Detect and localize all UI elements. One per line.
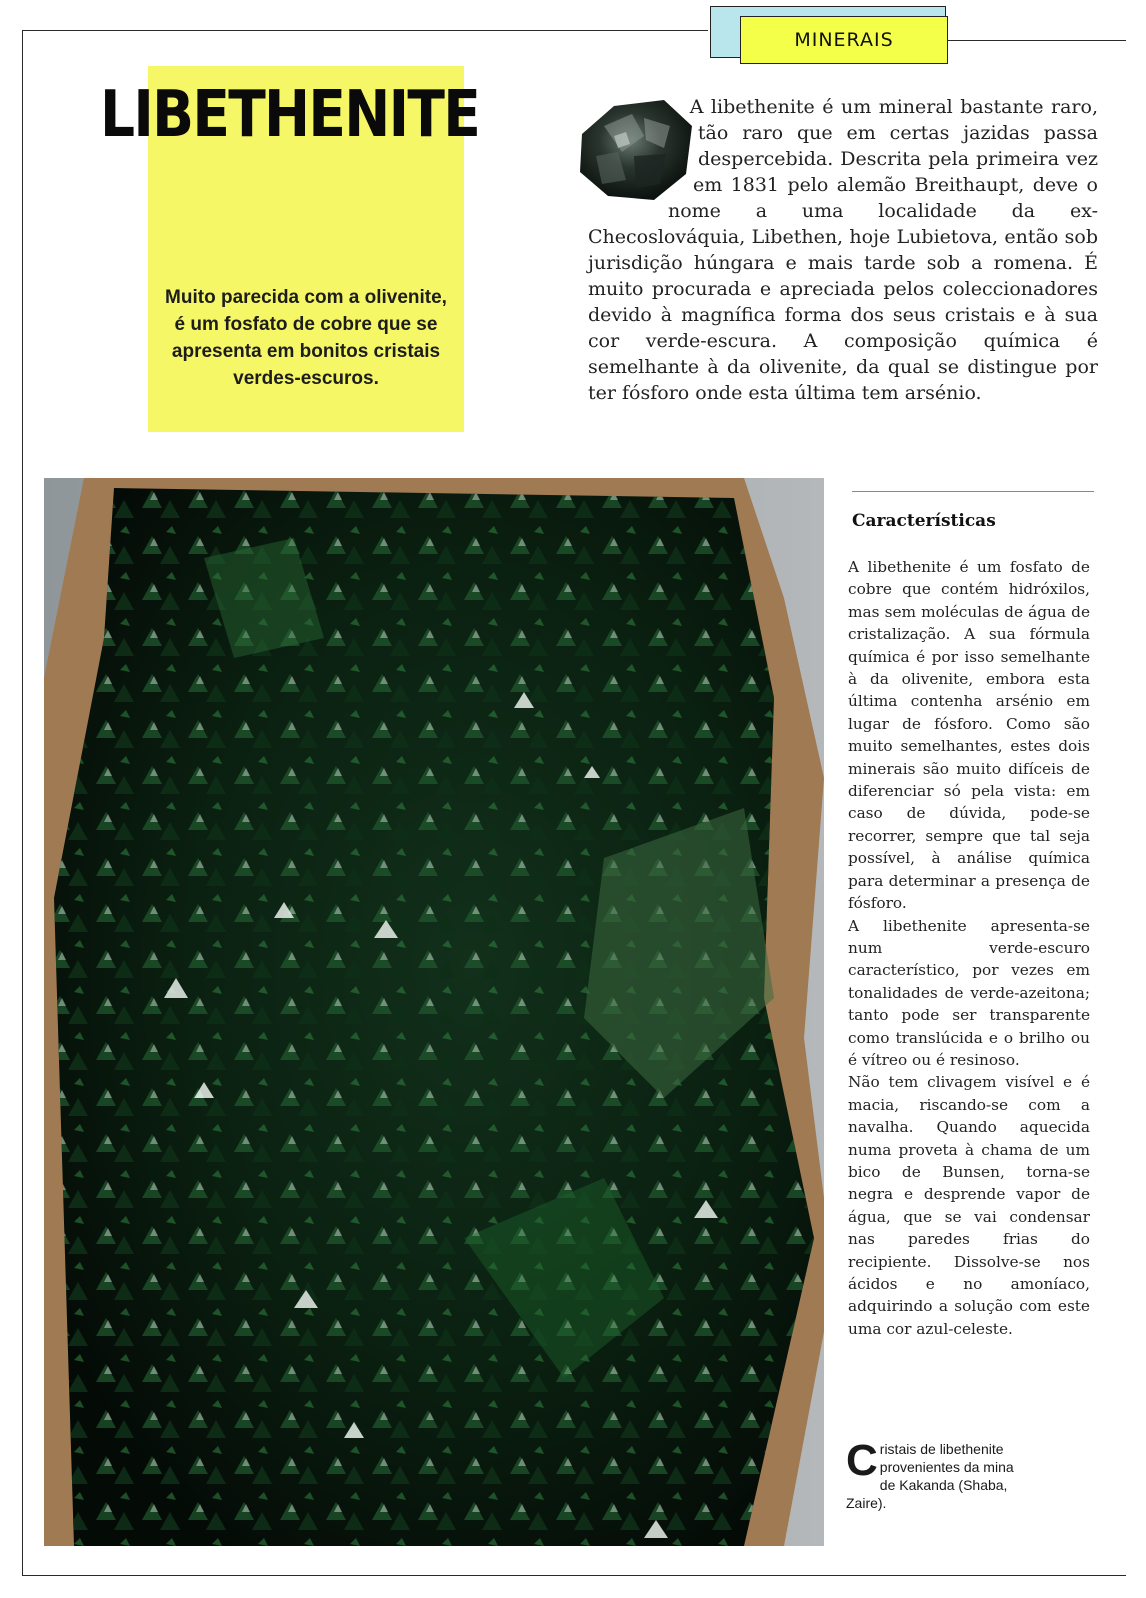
characteristics-body [848, 556, 1090, 1340]
intro-paragraph [588, 94, 1098, 406]
libethenite-crystals-photo [44, 478, 824, 1546]
frame-top-rule [946, 40, 1126, 41]
characteristics-heading: Características [852, 511, 996, 531]
page-subtitle: Muito parecida com a olivenite, é um fosfato de cobre que se apresenta em bonitos cristais verdes-escuros. [165, 287, 447, 389]
column-rule [852, 491, 1094, 492]
section-tag: MINERAIS [740, 16, 948, 64]
characteristics-paragraph: A libethenite apresenta-se num verde-escuro característico, por vezes em tonalidades de verde-azeitona; tanto pode ser transparente como translúcida e o brilho ou é vítreo ou é resinoso. [848, 916, 1090, 1069]
photo-caption [846, 1436, 1026, 1512]
characteristics-paragraph: Não tem clivagem visível e é macia, riscando-se com a navalha. Quando aquecida numa proveta à chama de um bico de Bunsen, torna-se negra e desprende vapor de água, que se vai condensar nas paredes frias do recipiente. Dissolve-se nos ácidos e no amoníaco, adquirindo a solução com este uma cor azul-celeste. [848, 1073, 1090, 1338]
image-wrap-space [574, 94, 698, 204]
caption-dropcap: C [846, 1436, 878, 1485]
caption-text: ristais de libethenite provenientes da mina de Kakanda (Shaba, Zaire). [846, 1441, 1014, 1511]
page-title: LIBETHENITE [100, 78, 480, 152]
characteristics-paragraph: A libethenite é um fosfato de cobre que contém hidróxilos, mas sem moléculas de água de cristalização. A sua fórmula química é por isso semelhante à da olivenite, embora esta última contenha arsénio em lugar de fósforo. Como são muito semelhantes, estes dois minerais são muito difíceis de diferenciar só pela vista: em caso de dúvida, pode-se recorrer, sempre que tal seja possível, à análise química para determinar a presença de fósforo. [848, 558, 1090, 913]
intro-text: A libethenite é um mineral bastante raro, tão raro que em certas jazidas passa despercebida. Descrita pela primeira vez em 1831 pelo alemão Breithaupt, deve o nome a uma localidade da ex-Checoslováquia, Libethen, hoje Lubietova, então sob jurisdição húngara e mais tarde sob a romena. É muito procurada e apreciada pelos coleccionadores devido à magnífica forma dos seus cristais e à sua cor verde-escura. A composição química é semelhante à da olivenite, da qual se distingue por ter fósforo onde esta última tem arsénio. [588, 96, 1098, 404]
